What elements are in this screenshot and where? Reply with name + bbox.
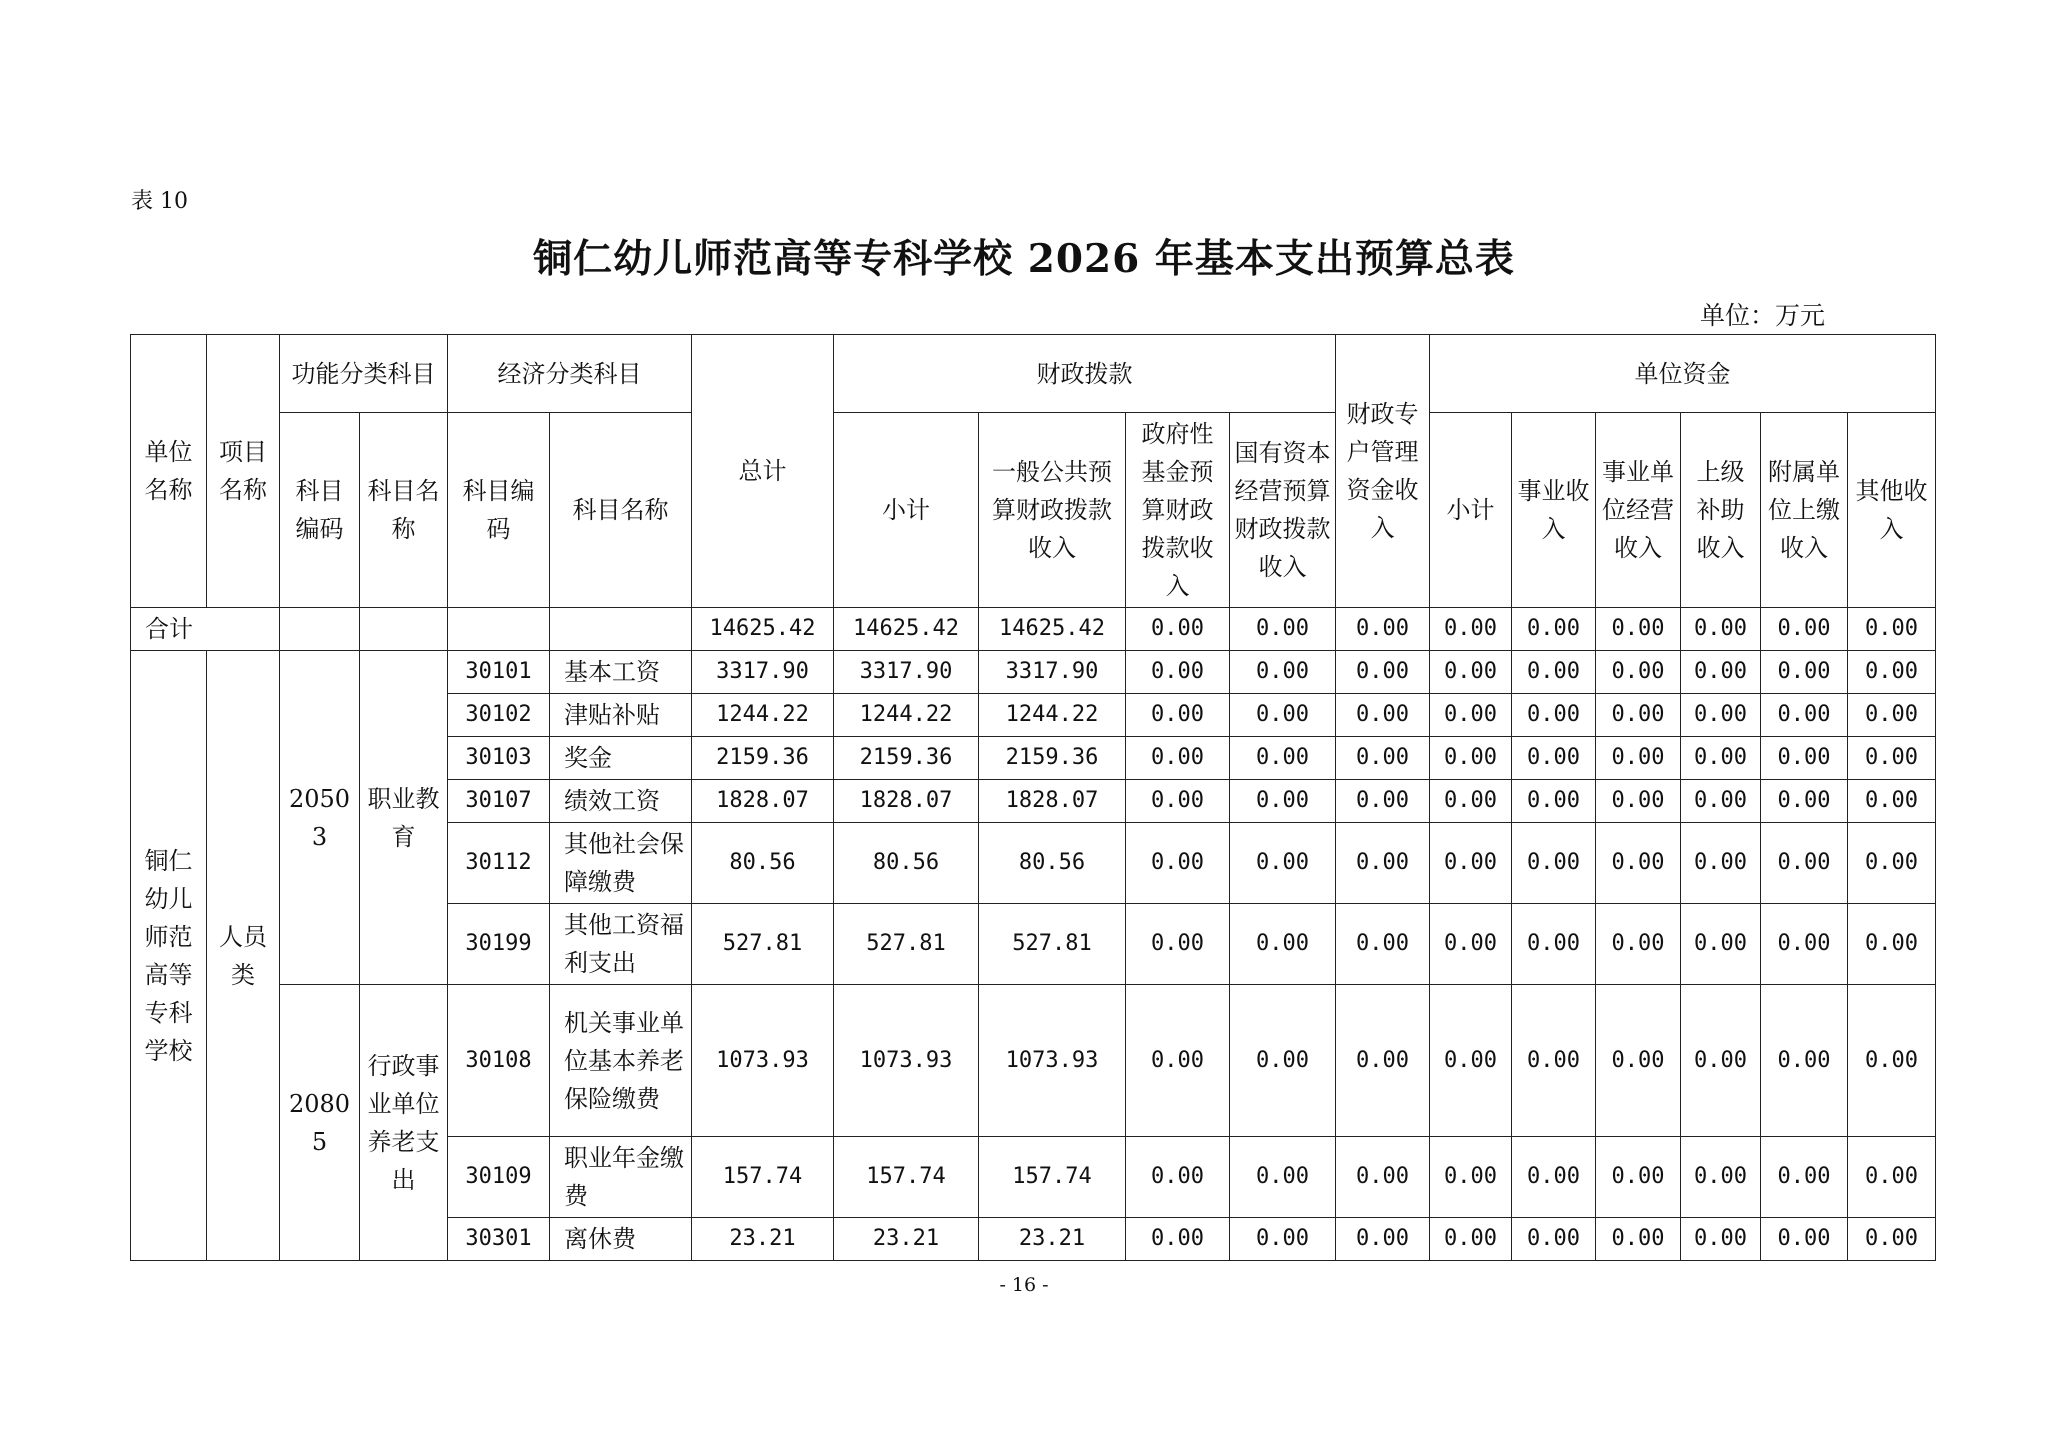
total-state-capital: 0.00 — [1230, 608, 1336, 651]
header-other-income: 其他收入 — [1848, 413, 1936, 608]
unit-subtotal-cell: 0.00 — [1430, 904, 1512, 985]
state-capital-cell: 0.00 — [1230, 1218, 1336, 1261]
fiscal-subtotal-cell: 157.74 — [834, 1137, 979, 1218]
superior-subsidy-cell: 0.00 — [1681, 651, 1761, 694]
superior-subsidy-cell: 0.00 — [1681, 1137, 1761, 1218]
affiliated-payment-cell: 0.00 — [1761, 780, 1848, 823]
special-account-cell: 0.00 — [1336, 904, 1430, 985]
general-budget-cell: 1828.07 — [979, 780, 1126, 823]
operating-income-cell: 0.00 — [1596, 1137, 1681, 1218]
superior-subsidy-cell: 0.00 — [1681, 904, 1761, 985]
total-row — [131, 608, 1936, 651]
gov-fund-cell: 0.00 — [1126, 780, 1230, 823]
special-account-cell: 0.00 — [1336, 737, 1430, 780]
header-unit-funds-group: 单位资金 — [1430, 335, 1936, 413]
fiscal-subtotal-cell: 1073.93 — [834, 985, 979, 1137]
total-cell: 1073.93 — [692, 985, 834, 1137]
other-income-cell: 0.00 — [1848, 780, 1936, 823]
general-budget-cell: 2159.36 — [979, 737, 1126, 780]
gov-fund-cell: 0.00 — [1126, 904, 1230, 985]
business-income-cell: 0.00 — [1512, 1137, 1596, 1218]
superior-subsidy-cell: 0.00 — [1681, 737, 1761, 780]
budget-table — [130, 334, 1936, 1261]
affiliated-payment-cell: 0.00 — [1761, 694, 1848, 737]
economic-name-cell: 其他社会保障缴费 — [550, 823, 692, 904]
general-budget-cell: 1244.22 — [979, 694, 1126, 737]
other-income-cell: 0.00 — [1848, 737, 1936, 780]
state-capital-cell: 0.00 — [1230, 737, 1336, 780]
economic-name-cell: 离休费 — [550, 1218, 692, 1261]
header-special-account: 财政专户管理资金收入 — [1336, 335, 1430, 608]
affiliated-payment-cell: 0.00 — [1761, 737, 1848, 780]
unit-subtotal-cell: 0.00 — [1430, 780, 1512, 823]
unit-subtotal-cell: 0.00 — [1430, 985, 1512, 1137]
state-capital-cell: 0.00 — [1230, 780, 1336, 823]
economic-code-cell: 30112 — [448, 823, 550, 904]
unit-subtotal-cell: 0.00 — [1430, 823, 1512, 904]
operating-income-cell: 0.00 — [1596, 737, 1681, 780]
state-capital-cell: 0.00 — [1230, 985, 1336, 1137]
state-capital-cell: 0.00 — [1230, 823, 1336, 904]
total-cell: 3317.90 — [692, 651, 834, 694]
unit-subtotal-cell: 0.00 — [1430, 1218, 1512, 1261]
total-affiliated-payment: 0.00 — [1761, 608, 1848, 651]
gov-fund-cell: 0.00 — [1126, 1218, 1230, 1261]
header-unit-name: 单位名称 — [131, 335, 207, 608]
general-budget-cell: 527.81 — [979, 904, 1126, 985]
business-income-cell: 0.00 — [1512, 651, 1596, 694]
total-operating-income: 0.00 — [1596, 608, 1681, 651]
header-gov-fund: 政府性基金预算财政拨款收入 — [1126, 413, 1230, 608]
economic-code-cell: 30102 — [448, 694, 550, 737]
economic-name-cell: 津贴补贴 — [550, 694, 692, 737]
fiscal-subtotal-cell: 23.21 — [834, 1218, 979, 1261]
fiscal-subtotal-cell: 3317.90 — [834, 651, 979, 694]
general-budget-cell: 80.56 — [979, 823, 1126, 904]
function-name-cell: 行政事业单位养老支出 — [360, 985, 448, 1261]
economic-name-cell: 奖金 — [550, 737, 692, 780]
business-income-cell: 0.00 — [1512, 694, 1596, 737]
operating-income-cell: 0.00 — [1596, 651, 1681, 694]
unit-name-cell: 铜仁幼儿师范高等专科学校 — [131, 651, 207, 1261]
header-general-budget: 一般公共预算财政拨款收入 — [979, 413, 1126, 608]
fiscal-subtotal-cell: 80.56 — [834, 823, 979, 904]
other-income-cell: 0.00 — [1848, 1218, 1936, 1261]
unit-subtotal-cell: 0.00 — [1430, 694, 1512, 737]
affiliated-payment-cell: 0.00 — [1761, 985, 1848, 1137]
fiscal-subtotal-cell: 1828.07 — [834, 780, 979, 823]
general-budget-cell: 23.21 — [979, 1218, 1126, 1261]
business-income-cell: 0.00 — [1512, 1218, 1596, 1261]
total-cell: 157.74 — [692, 1137, 834, 1218]
gov-fund-cell: 0.00 — [1126, 823, 1230, 904]
header-fiscal-subtotal: 小计 — [834, 413, 979, 608]
operating-income-cell: 0.00 — [1596, 823, 1681, 904]
economic-name-cell: 其他工资福利支出 — [550, 904, 692, 985]
economic-code-cell: 30108 — [448, 985, 550, 1137]
gov-fund-cell: 0.00 — [1126, 651, 1230, 694]
header-superior-subsidy: 上级补助收入 — [1681, 413, 1761, 608]
project-name-cell: 人员类 — [207, 651, 280, 1261]
header-project-name: 项目名称 — [207, 335, 280, 608]
other-income-cell: 0.00 — [1848, 985, 1936, 1137]
header-fiscal-group: 财政拨款 — [834, 335, 1336, 413]
affiliated-payment-cell: 0.00 — [1761, 1218, 1848, 1261]
other-income-cell: 0.00 — [1848, 1137, 1936, 1218]
economic-name-cell: 机关事业单位基本养老保险缴费 — [550, 985, 692, 1137]
function-name-cell: 职业教育 — [360, 651, 448, 985]
total-unit-subtotal: 0.00 — [1430, 608, 1512, 651]
gov-fund-cell: 0.00 — [1126, 1137, 1230, 1218]
total-fiscal-subtotal: 14625.42 — [834, 608, 979, 651]
affiliated-payment-cell: 0.00 — [1761, 823, 1848, 904]
affiliated-payment-cell: 0.00 — [1761, 904, 1848, 985]
gov-fund-cell: 0.00 — [1126, 737, 1230, 780]
total-general-budget: 14625.42 — [979, 608, 1126, 651]
total-cell: 2159.36 — [692, 737, 834, 780]
special-account-cell: 0.00 — [1336, 1137, 1430, 1218]
state-capital-cell: 0.00 — [1230, 1137, 1336, 1218]
fiscal-subtotal-cell: 527.81 — [834, 904, 979, 985]
operating-income-cell: 0.00 — [1596, 904, 1681, 985]
page-number: - 16 - — [999, 1274, 1049, 1296]
total-cell: 1244.22 — [692, 694, 834, 737]
special-account-cell: 0.00 — [1336, 823, 1430, 904]
table-cell — [550, 608, 692, 651]
special-account-cell: 0.00 — [1336, 694, 1430, 737]
operating-income-cell: 0.00 — [1596, 985, 1681, 1137]
total-other-income: 0.00 — [1848, 608, 1936, 651]
header-row-2 — [131, 413, 1936, 608]
superior-subsidy-cell: 0.00 — [1681, 694, 1761, 737]
other-income-cell: 0.00 — [1848, 823, 1936, 904]
total-total: 14625.42 — [692, 608, 834, 651]
total-label: 合计 — [131, 608, 280, 651]
header-state-capital: 国有资本经营预算财政拨款收入 — [1230, 413, 1336, 608]
header-function-name: 科目名称 — [360, 413, 448, 608]
economic-name-cell: 基本工资 — [550, 651, 692, 694]
header-business-income: 事业收入 — [1512, 413, 1596, 608]
total-superior-subsidy: 0.00 — [1681, 608, 1761, 651]
general-budget-cell: 157.74 — [979, 1137, 1126, 1218]
table-row — [131, 985, 1936, 1137]
unit-label: 单位：万元 — [1700, 301, 1826, 330]
unit-subtotal-cell: 0.00 — [1430, 737, 1512, 780]
special-account-cell: 0.00 — [1336, 651, 1430, 694]
fiscal-subtotal-cell: 1244.22 — [834, 694, 979, 737]
business-income-cell: 0.00 — [1512, 823, 1596, 904]
business-income-cell: 0.00 — [1512, 737, 1596, 780]
table-label: 表 10 — [131, 189, 188, 214]
other-income-cell: 0.00 — [1848, 904, 1936, 985]
gov-fund-cell: 0.00 — [1126, 694, 1230, 737]
gov-fund-cell: 0.00 — [1126, 985, 1230, 1137]
unit-subtotal-cell: 0.00 — [1430, 651, 1512, 694]
header-row-1 — [131, 335, 1936, 413]
affiliated-payment-cell: 0.00 — [1761, 1137, 1848, 1218]
state-capital-cell: 0.00 — [1230, 694, 1336, 737]
total-special-account: 0.00 — [1336, 608, 1430, 651]
other-income-cell: 0.00 — [1848, 651, 1936, 694]
economic-code-cell: 30107 — [448, 780, 550, 823]
general-budget-cell: 1073.93 — [979, 985, 1126, 1137]
superior-subsidy-cell: 0.00 — [1681, 1218, 1761, 1261]
general-budget-cell: 3317.90 — [979, 651, 1126, 694]
economic-name-cell: 职业年金缴费 — [550, 1137, 692, 1218]
page-title: 铜仁幼儿师范高等专科学校 2026 年基本支出预算总表 — [533, 236, 1515, 282]
fiscal-subtotal-cell: 2159.36 — [834, 737, 979, 780]
header-affiliated-payment: 附属单位上缴收入 — [1761, 413, 1848, 608]
superior-subsidy-cell: 0.00 — [1681, 985, 1761, 1137]
state-capital-cell: 0.00 — [1230, 651, 1336, 694]
header-economic-group: 经济分类科目 — [448, 335, 692, 413]
operating-income-cell: 0.00 — [1596, 1218, 1681, 1261]
state-capital-cell: 0.00 — [1230, 904, 1336, 985]
header-function-group: 功能分类科目 — [280, 335, 448, 413]
total-cell: 80.56 — [692, 823, 834, 904]
table-cell — [448, 608, 550, 651]
affiliated-payment-cell: 0.00 — [1761, 651, 1848, 694]
table-cell — [360, 608, 448, 651]
economic-code-cell: 30199 — [448, 904, 550, 985]
header-function-code: 科目编码 — [280, 413, 360, 608]
economic-code-cell: 30101 — [448, 651, 550, 694]
total-business-income: 0.00 — [1512, 608, 1596, 651]
total-cell: 23.21 — [692, 1218, 834, 1261]
special-account-cell: 0.00 — [1336, 985, 1430, 1137]
unit-subtotal-cell: 0.00 — [1430, 1137, 1512, 1218]
economic-name-cell: 绩效工资 — [550, 780, 692, 823]
special-account-cell: 0.00 — [1336, 1218, 1430, 1261]
header-economic-code: 科目编码 — [448, 413, 550, 608]
superior-subsidy-cell: 0.00 — [1681, 780, 1761, 823]
total-cell: 1828.07 — [692, 780, 834, 823]
operating-income-cell: 0.00 — [1596, 694, 1681, 737]
superior-subsidy-cell: 0.00 — [1681, 823, 1761, 904]
table-row — [131, 651, 1936, 694]
header-total: 总计 — [692, 335, 834, 608]
business-income-cell: 0.00 — [1512, 985, 1596, 1137]
header-economic-name: 科目名称 — [550, 413, 692, 608]
header-unit-subtotal: 小计 — [1430, 413, 1512, 608]
total-cell: 527.81 — [692, 904, 834, 985]
business-income-cell: 0.00 — [1512, 780, 1596, 823]
operating-income-cell: 0.00 — [1596, 780, 1681, 823]
special-account-cell: 0.00 — [1336, 780, 1430, 823]
economic-code-cell: 30109 — [448, 1137, 550, 1218]
business-income-cell: 0.00 — [1512, 904, 1596, 985]
economic-code-cell: 30301 — [448, 1218, 550, 1261]
table-cell — [280, 608, 360, 651]
header-operating-income: 事业单位经营收入 — [1596, 413, 1681, 608]
total-gov-fund: 0.00 — [1126, 608, 1230, 651]
function-code-cell: 20503 — [280, 651, 360, 985]
other-income-cell: 0.00 — [1848, 694, 1936, 737]
function-code-cell: 20805 — [280, 985, 360, 1261]
economic-code-cell: 30103 — [448, 737, 550, 780]
